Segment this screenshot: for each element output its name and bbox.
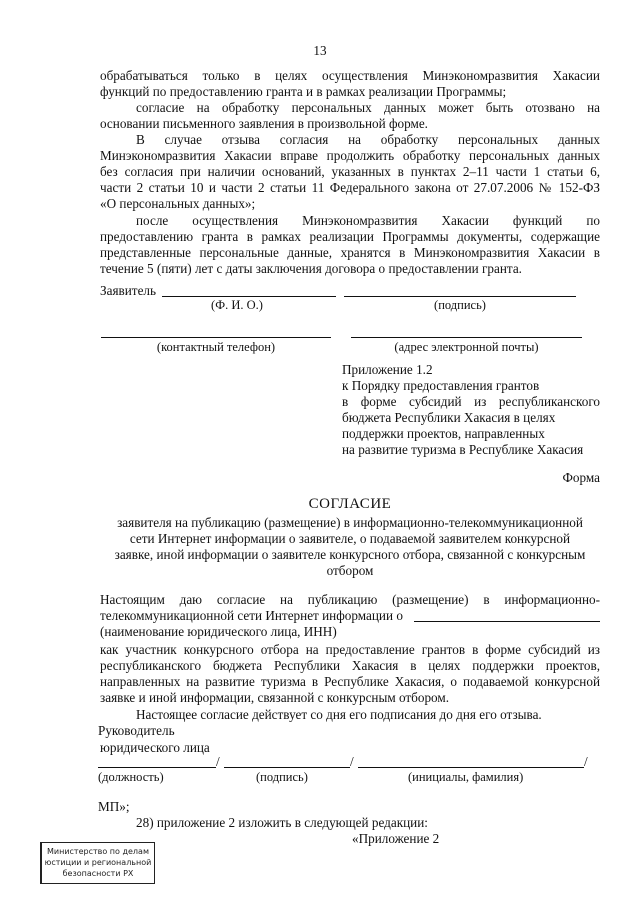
initials-caption: (инициалы, фамилия) [408, 770, 524, 784]
head-label: юридического лица [100, 740, 210, 755]
position-field[interactable] [98, 767, 216, 768]
email-field[interactable] [351, 337, 582, 338]
amendment-item: 28) приложение 2 изложить в следующей редакции: [136, 815, 428, 830]
fio-caption: (Ф. И. О.) [211, 298, 263, 312]
organization-name-field[interactable] [414, 621, 600, 622]
appendix-header-line: в форме субсидий из республиканского [342, 394, 600, 409]
stamp-line: безопасности РХ [62, 869, 134, 878]
initials-field[interactable] [358, 767, 584, 768]
paragraph-line: после осуществления Минэкономразвития Хакасии функций по [136, 213, 600, 228]
paragraph-line: части 2 статьи 10 и части 2 статьи 11 Федерального закона от 27.07.2006 № 152-ФЗ [100, 180, 600, 195]
paragraph-line: представленные персональные данные, хранятся в Минэкономразвития Хакасии в [100, 245, 600, 260]
stamp-place-label: МП»; [98, 799, 130, 814]
fio-field[interactable] [162, 296, 336, 297]
applicant-label: Заявитель [100, 283, 157, 298]
consent-validity: Настоящее согласие действует со дня его подписания до дня его отзыва. [136, 707, 542, 722]
paragraph-line: функций по предоставлению гранта и в рамках реализации Программы; [100, 84, 507, 99]
consent-body-line: направленных на развитие туризма в Республике Хакасия, о подаваемой конкурсной [100, 674, 600, 689]
paragraph-line: согласие на обработку персональных данных может быть отозвано на [136, 100, 600, 115]
consent-body-line: республиканского бюджета Республики Хакасия в целях поддержки проектов, [100, 658, 600, 673]
stamp-line: юстиции и региональной [44, 858, 152, 867]
consent-subtitle-line: заявке, иной информации о заявителе конкурсного отбора, связанной с конкурсным [114, 547, 586, 562]
phone-caption: (контактный телефон) [156, 340, 276, 354]
paragraph-line: основании письменного заявления в произвольной форме. [100, 116, 428, 131]
signature-field[interactable] [344, 296, 576, 297]
separator-slash: / [584, 754, 588, 769]
consent-subtitle-line: заявителя на публикацию (размещение) в информационно-телекоммуникационной [117, 515, 583, 530]
appendix-header-line: Приложение 1.2 [342, 362, 433, 377]
page-number: 13 [313, 43, 327, 58]
phone-field[interactable] [101, 337, 331, 338]
consent-subtitle-line: сети Интернет информации о заявителе, о подаваемой заявителем конкурсной [129, 531, 571, 546]
separator-slash: / [350, 754, 354, 769]
consent-body-line: телекоммуникационной сети Интернет информации о [100, 608, 403, 623]
organization-name-caption: (наименование юридического лица, ИНН) [100, 624, 337, 639]
consent-title: СОГЛАСИЕ [308, 496, 392, 512]
appendix-header-line: на развитие туризма в Республике Хакасия [342, 442, 584, 457]
consent-body-line: заявке и иной информации, связанной с конкурсным отбором. [100, 690, 450, 705]
paragraph-line: течение 5 (пяти) лет с даты заключения договора о предоставлении гранта. [100, 261, 522, 276]
paragraph-line: Минэкономразвития Хакасии вправе продолжить обработку персональных данных [100, 148, 600, 163]
appendix-header-line: поддержки проектов, направленных [342, 426, 545, 441]
registration-stamp [40, 842, 155, 884]
position-caption: (должность) [98, 770, 164, 784]
appendix-2-start: «Приложение 2 [352, 831, 440, 846]
head-label: Руководитель [98, 723, 175, 738]
appendix-header-line: к Порядку предоставления грантов [342, 378, 540, 393]
consent-body-line: Настоящим даю согласие на публикацию (размещение) в информационно- [100, 592, 600, 607]
appendix-header-line: бюджета Республики Хакасия в целях [342, 410, 556, 425]
consent-subtitle-line: отбором [326, 563, 374, 578]
email-caption: (адрес электронной почты) [394, 340, 539, 354]
paragraph-line: без согласия при наличии оснований, указанных в пунктах 2–11 части 1 статьи 6, [100, 164, 600, 179]
signature-field[interactable] [224, 767, 350, 768]
signature-caption: (подпись) [256, 770, 308, 784]
form-label: Форма [562, 470, 600, 485]
consent-body-line: как участник конкурсного отбора на предоставление грантов в форме субсидий из [100, 642, 600, 657]
signature-caption: (подпись) [434, 298, 486, 312]
separator-slash: / [216, 754, 220, 769]
paragraph-line: обрабатываться только в целях осуществления Минэкономразвития Хакасии [100, 68, 600, 83]
paragraph-line: предоставлению гранта в рамках реализации Программы документы, содержащие [100, 229, 600, 244]
stamp-line: Министерство по делам [47, 847, 149, 856]
paragraph-line: «О персональных данных»; [100, 196, 256, 211]
paragraph-line: В случае отзыва согласия на обработку персональных данных [136, 132, 600, 147]
